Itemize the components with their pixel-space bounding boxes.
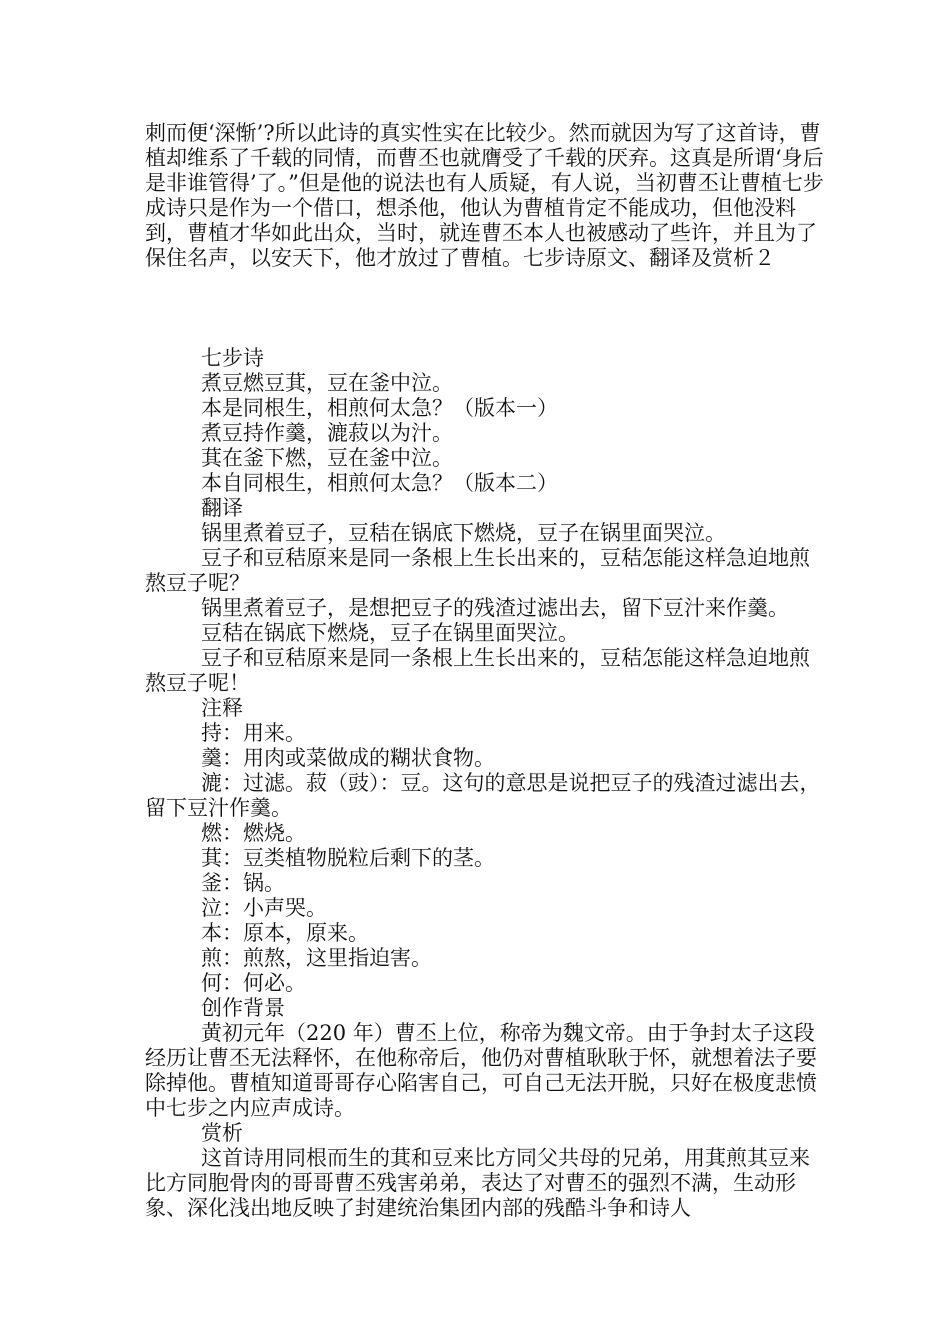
poem-line: 本是同根生，相煎何太急？（版本一） xyxy=(201,396,558,420)
note-item: 萁：豆类植物脱粒后剩下的茎。 xyxy=(201,846,495,870)
note-item: 漉：过滤。菽（豉）：豆。这句的意思是说把豆子的残渣过滤出去，留下豆汁作羹。 xyxy=(145,771,821,820)
poem-line: 煮豆持作羹，漉菽以为汁。 xyxy=(201,421,453,445)
poem-title: 七步诗 xyxy=(201,346,264,370)
translation-paragraph: 豆子和豆秸原来是同一条根上生长出来的，豆秸怎能这样急迫地煎熬豆子呢？ xyxy=(145,546,810,595)
note-item: 羹：用肉或菜做成的糊状食物。 xyxy=(201,746,495,770)
intro-section xyxy=(145,121,825,271)
appreciation-paragraph: 这首诗用同根而生的萁和豆来比方同父共母的兄弟，用萁煎其豆来比方同胞骨肉的哥哥曹丕残害弟弟，表达了对曹丕的强烈不满，生动形象、深化浅出地反映了封建统治集团内部的残酷斗争和诗人 xyxy=(145,1146,810,1220)
poem-line: 萁在釜下燃，豆在釜中泣。 xyxy=(201,446,453,470)
translation-paragraph: 锅里煮着豆子，是想把豆子的残渣过滤出去，留下豆汁来作羹。 xyxy=(201,596,789,620)
poem-section xyxy=(145,346,825,1221)
note-item: 持：用来。 xyxy=(201,721,306,745)
note-item: 泣：小声哭。 xyxy=(201,896,327,920)
note-item: 煎：煎熬，这里指迫害。 xyxy=(201,946,432,970)
poem-line: 本自同根生，相煎何太急？（版本二） xyxy=(201,471,558,495)
translation-heading: 翻译 xyxy=(201,496,243,520)
background-heading: 创作背景 xyxy=(201,996,285,1020)
poem-line: 煮豆燃豆萁，豆在釜中泣。 xyxy=(201,371,453,395)
note-item: 本：原本，原来。 xyxy=(201,921,369,945)
translation-paragraph: 豆秸在锅底下燃烧，豆子在锅里面哭泣。 xyxy=(201,621,579,645)
intro-paragraph: 刺而便‘深惭’?所以此诗的真实性实在比较少。然而就因为写了这首诗，曹植却维系了千载的同情，而曹丕也就膺受了千载的厌弃。这真是所谓‘身后是非谁管得’了。”但是他的说法也有人质疑，有人说，当初曹丕让曹植七步成诗只是作为一个借口，想杀他，他认为曹植肯定不能成功，但他没料到，曹植才华如此出众，当时，就连曹丕本人也被感动了些许，并且为了保住名声，以安天下，他才放过了曹植。七步诗原文、翻译及赏析２ xyxy=(145,121,824,270)
translation-paragraph: 锅里煮着豆子，豆秸在锅底下燃烧，豆子在锅里面哭泣。 xyxy=(201,521,726,545)
appreciation-heading: 赏析 xyxy=(201,1121,243,1145)
translation-paragraph: 豆子和豆秸原来是同一条根上生长出来的，豆秸怎能这样急迫地煎熬豆子呢！ xyxy=(145,646,810,695)
notes-heading: 注释 xyxy=(201,696,243,720)
note-item: 釜：锅。 xyxy=(201,871,285,895)
background-paragraph: 黄初元年（220 年）曹丕上位，称帝为魏文帝。由于争封太子这段经历让曹丕无法释怀，在他称帝后，他仍对曹植耿耿于怀，就想着法子要除掉他。曹植知道哥哥存心陷害自己，可自己无法开脱，只好在极度悲愤中七步之内应声成诗。 xyxy=(145,1021,817,1120)
note-item: 燃：燃烧。 xyxy=(201,821,306,845)
note-item: 何：何必。 xyxy=(201,971,306,995)
